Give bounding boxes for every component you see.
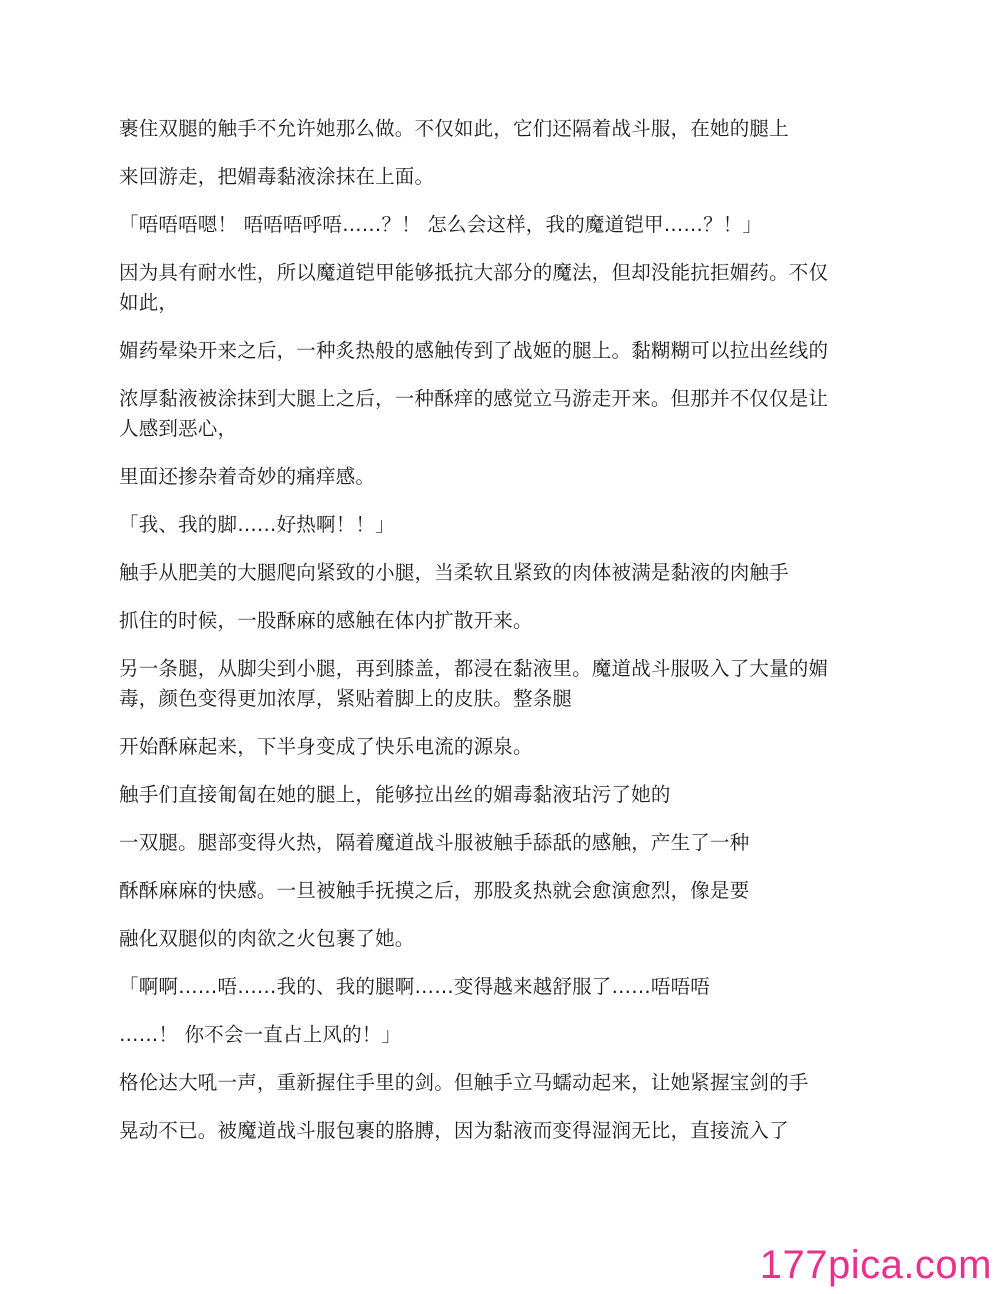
paragraph: 「唔唔唔嗯！ 唔唔唔呼唔……？！ 怎么会这样，我的魔道铠甲……？！」 bbox=[119, 213, 763, 236]
paragraph: 来回游走，把媚毒黏液涂抹在上面。 bbox=[119, 165, 435, 188]
paragraph: 触手们直接匍匐在她的腿上，能够拉出丝的媚毒黏液玷污了她的 bbox=[119, 783, 671, 806]
paragraph: ……！ 你不会一直占上风的！」 bbox=[119, 1023, 402, 1046]
paragraph: 抓住的时候，一股酥麻的感触在体内扩散开来。 bbox=[119, 609, 533, 632]
paragraph: 裹住双腿的触手不允许她那么做。不仅如此，它们还隔着战斗服，在她的腿上 bbox=[119, 117, 789, 140]
watermark: 177pica.com bbox=[759, 1243, 992, 1287]
paragraph: 融化双腿似的肉欲之火包裹了她。 bbox=[119, 927, 415, 950]
paragraph: 浓厚黏液被涂抹到大腿上之后，一种酥痒的感觉立马游走开来。但那并不仅仅是让 人感到恶心， bbox=[119, 387, 829, 440]
paragraph: 另一条腿，从脚尖到小腿，再到膝盖，都浸在黏液里。魔道战斗服吸入了大量的媚 毒，颜色变得更加浓厚，紧贴着脚上的皮肤。整条腿 bbox=[119, 657, 829, 710]
paragraph: 因为具有耐水性，所以魔道铠甲能够抵抗大部分的魔法，但却没能抗拒媚药。不仅 如此， bbox=[119, 261, 829, 314]
paragraph: 开始酥麻起来，下半身变成了快乐电流的源泉。 bbox=[119, 735, 533, 758]
paragraph: 晃动不已。被魔道战斗服包裹的胳膊，因为黏液而变得湿润无比，直接流入了 bbox=[119, 1119, 789, 1142]
paragraph: 酥酥麻麻的快感。一旦被触手抚摸之后，那股炙热就会愈演愈烈，像是要 bbox=[119, 879, 750, 902]
document-body bbox=[119, 114, 894, 1164]
paragraph: 里面还掺杂着奇妙的痛痒感。 bbox=[119, 465, 376, 488]
paragraph: 触手从肥美的大腿爬向紧致的小腿，当柔软且紧致的肉体被满是黏液的肉触手 bbox=[119, 561, 789, 584]
paragraph: 一双腿。腿部变得火热，隔着魔道战斗服被触手舔舐的感触，产生了一种 bbox=[119, 831, 750, 854]
paragraph: 「啊啊……唔……我的、我的腿啊……变得越来越舒服了……唔唔唔 bbox=[119, 975, 711, 998]
paragraph: 格伦达大吼一声，重新握住手里的剑。但触手立马蠕动起来，让她紧握宝剑的手 bbox=[119, 1071, 809, 1094]
paragraph: 「我、我的脚……好热啊！！」 bbox=[119, 513, 395, 536]
paragraph: 媚药晕染开来之后，一种炙热般的感触传到了战姬的腿上。黏糊糊可以拉出丝线的 bbox=[119, 339, 829, 362]
